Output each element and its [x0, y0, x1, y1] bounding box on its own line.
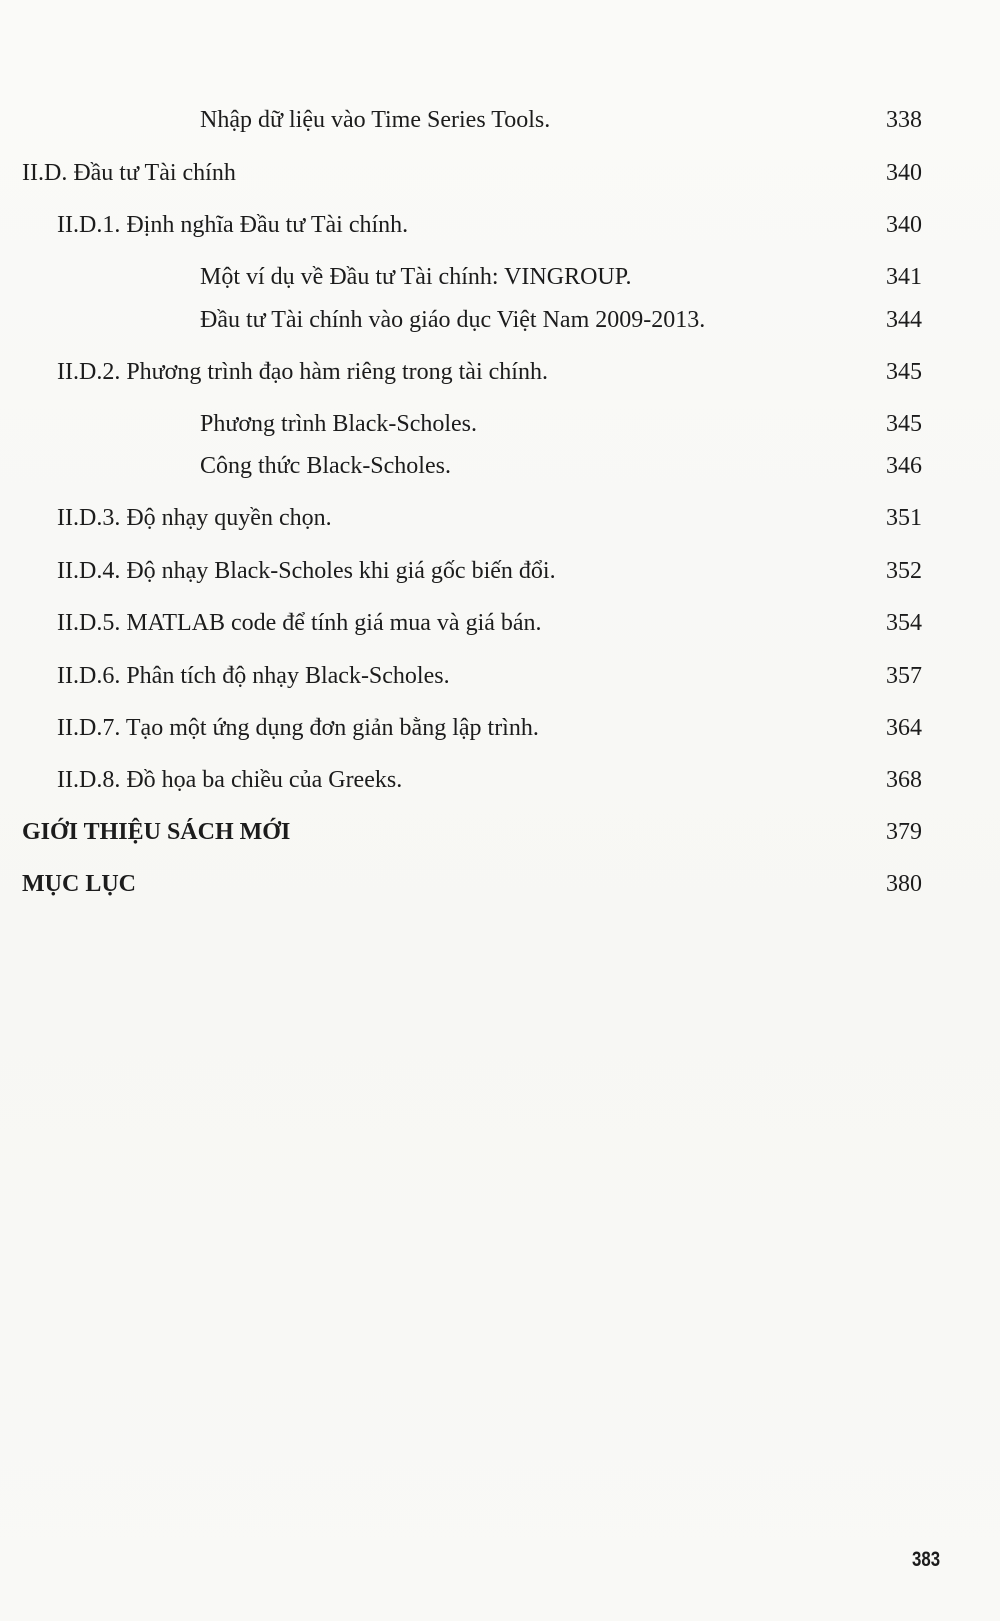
toc-entry — [0, 812, 1000, 852]
toc-entry — [0, 708, 1000, 748]
toc-entry — [0, 100, 1000, 140]
toc-entry-page: 352 — [886, 558, 922, 584]
toc-entry-page: 368 — [886, 767, 922, 793]
toc-entry-title: II.D.5. MATLAB code để tính giá mua và giá bán. — [57, 610, 542, 636]
toc-entry-page: 340 — [886, 160, 922, 186]
toc-entry — [0, 551, 1000, 591]
toc-entry-title: Phương trình Black-Scholes. — [200, 411, 478, 437]
toc-entry — [0, 498, 1000, 538]
toc-entry-title: Công thức Black-Scholes. — [200, 453, 451, 479]
toc-entry-title: II.D.4. Độ nhạy Black-Scholes khi giá gốc biến đổi. — [57, 558, 556, 584]
toc-entry — [0, 257, 1000, 297]
toc-entry-title: II.D. Đầu tư Tài chính — [22, 160, 236, 186]
toc-entry-page: 338 — [886, 107, 922, 133]
toc-entry-page: 380 — [886, 871, 922, 897]
toc-entry — [0, 656, 1000, 696]
toc-entry — [0, 603, 1000, 643]
toc-entry-title: MỤC LỤC — [22, 871, 136, 897]
toc-entry — [0, 404, 1000, 444]
toc-entry-title: Một ví dụ về Đầu tư Tài chính: VINGROUP. — [200, 264, 632, 290]
toc-entry-title: II.D.8. Đồ họa ba chiều của Greeks. — [57, 767, 403, 793]
toc-entry-page: 354 — [886, 610, 922, 636]
toc-entry — [0, 760, 1000, 800]
toc-entry — [0, 300, 1000, 340]
toc-entry-title: Nhập dữ liệu vào Time Series Tools. — [200, 107, 551, 133]
toc-entry — [0, 205, 1000, 245]
toc-entry-page: 345 — [886, 411, 922, 437]
toc-entry-page: 341 — [886, 264, 922, 290]
toc-entry-title: II.D.3. Độ nhạy quyền chọn. — [57, 505, 332, 531]
toc-entry-title: II.D.7. Tạo một ứng dụng đơn giản bằng lập trình. — [57, 715, 539, 741]
toc-entry-page: 364 — [886, 715, 922, 741]
toc-entry-page: 344 — [886, 307, 922, 333]
toc-entry — [0, 446, 1000, 486]
page-number: 383 — [911, 1548, 940, 1571]
toc-entry — [0, 352, 1000, 392]
toc-entry-title: II.D.6. Phân tích độ nhạy Black-Scholes. — [57, 663, 450, 689]
toc-entry-title: Đầu tư Tài chính vào giáo dục Việt Nam 2009-2013. — [200, 307, 706, 333]
toc-entry-page: 351 — [886, 505, 922, 531]
toc-entry — [0, 864, 1000, 904]
toc-entry-page: 357 — [886, 663, 922, 689]
toc-entry-title: GIỚI THIỆU SÁCH MỚI — [22, 819, 291, 845]
toc-entry-page: 346 — [886, 453, 922, 479]
toc-entry-title: II.D.1. Định nghĩa Đầu tư Tài chính. — [57, 212, 409, 238]
toc-entry-page: 345 — [886, 359, 922, 385]
toc-entry-title: II.D.2. Phương trình đạo hàm riêng trong tài chính. — [57, 359, 548, 385]
toc-entry-page: 379 — [886, 819, 922, 845]
toc-entry-page: 340 — [886, 212, 922, 238]
toc-entry — [0, 153, 1000, 193]
